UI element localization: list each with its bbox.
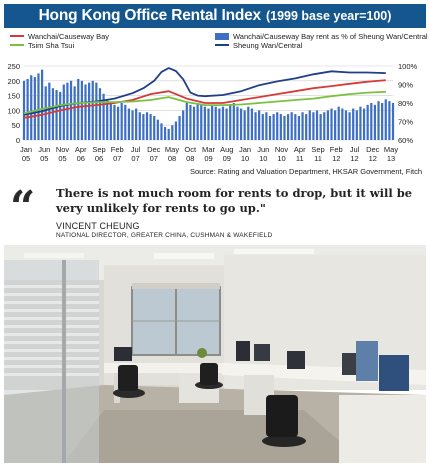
ratio-bar bbox=[157, 120, 159, 140]
ratio-bar bbox=[131, 110, 133, 140]
ratio-bar bbox=[225, 109, 227, 140]
legend-label: Wanchai/Causeway Bay bbox=[28, 32, 110, 41]
ratio-bar bbox=[265, 112, 267, 140]
ratio-bar bbox=[30, 75, 32, 140]
ratio-bar bbox=[251, 109, 253, 140]
chart-source: Source: Rating and Valuation Department, HKSAR Government, Fitch bbox=[189, 167, 422, 176]
ratio-bar bbox=[392, 103, 394, 140]
x-tick-month: Jan bbox=[238, 145, 252, 154]
x-tick-year: 05 bbox=[21, 154, 31, 163]
x-tick-year: 13 bbox=[386, 154, 396, 163]
ratio-bar bbox=[280, 114, 282, 140]
legend-label: Tsim Sha Tsui bbox=[28, 41, 75, 50]
x-tick-month: Apr bbox=[74, 145, 87, 154]
x-tick-month: Jul bbox=[130, 145, 141, 154]
x-tick-month: Feb bbox=[110, 145, 124, 154]
ratio-bar bbox=[81, 81, 83, 140]
x-tick-month: Jul bbox=[349, 145, 360, 154]
y-right-tick-label: 100% bbox=[398, 62, 418, 71]
x-tick-year: 11 bbox=[295, 154, 304, 163]
x-tick-year: 10 bbox=[240, 154, 250, 163]
ratio-bar bbox=[146, 112, 148, 140]
ratio-bar bbox=[37, 73, 39, 140]
ratio-bar bbox=[66, 83, 68, 140]
ratio-bar bbox=[124, 105, 126, 140]
x-tick-month: Sep bbox=[92, 145, 106, 154]
ratio-bar bbox=[323, 112, 325, 140]
ratio-bar bbox=[178, 116, 180, 140]
ratio-bar bbox=[370, 103, 372, 140]
ratio-bar bbox=[348, 112, 350, 140]
office-rental-chart bbox=[0, 30, 430, 168]
ratio-bar bbox=[381, 103, 383, 140]
ratio-bar bbox=[175, 122, 177, 141]
ratio-bar bbox=[388, 101, 390, 140]
ratio-bar bbox=[240, 109, 242, 140]
ratio-bar bbox=[222, 107, 224, 140]
ratio-bar bbox=[74, 86, 76, 140]
y-right-tick-label: 70% bbox=[398, 117, 414, 127]
ratio-bar bbox=[359, 107, 361, 140]
ratio-bar bbox=[262, 114, 264, 140]
x-tick-month: Dec bbox=[366, 145, 380, 154]
x-tick-month: Nov bbox=[274, 145, 289, 154]
office-interior-image bbox=[4, 245, 426, 463]
ratio-bar bbox=[276, 112, 278, 140]
y-left-tick-label: 200 bbox=[7, 76, 20, 86]
ratio-bar bbox=[273, 114, 275, 140]
ratio-bar bbox=[218, 109, 220, 140]
ratio-bar bbox=[164, 127, 166, 140]
x-tick-year: 06 bbox=[76, 154, 85, 163]
ratio-bar bbox=[374, 105, 376, 140]
ratio-bar bbox=[345, 110, 347, 140]
ratio-bar bbox=[142, 114, 144, 140]
ratio-bar bbox=[160, 123, 162, 140]
x-tick-year: 07 bbox=[131, 154, 140, 163]
ratio-bar bbox=[301, 112, 303, 140]
ratio-bar bbox=[352, 109, 354, 140]
ratio-bar bbox=[287, 114, 289, 140]
x-tick-month: Feb bbox=[329, 145, 343, 154]
quote-text: There is not much room for rents to drop, but it will be very unlikely for rents to go up." bbox=[56, 186, 413, 215]
ratio-bar bbox=[135, 109, 137, 140]
ratio-bar bbox=[117, 107, 119, 140]
x-tick-month: Jun bbox=[38, 145, 51, 154]
office-photo bbox=[4, 245, 426, 463]
ratio-bar bbox=[341, 109, 343, 140]
x-tick-year: 06 bbox=[94, 154, 104, 163]
x-tick-month: Oct bbox=[184, 145, 197, 154]
x-tick-month: Dec bbox=[147, 145, 161, 154]
ratio-bar bbox=[48, 83, 50, 140]
ratio-bar bbox=[52, 88, 54, 140]
ratio-bar bbox=[88, 83, 90, 140]
ratio-bar bbox=[330, 109, 332, 140]
ratio-bar bbox=[327, 110, 329, 140]
ratio-bar bbox=[197, 103, 199, 140]
x-tick-year: 08 bbox=[186, 154, 195, 163]
x-tick-year: 05 bbox=[58, 154, 67, 163]
ratio-bar bbox=[41, 70, 43, 140]
x-tick-year: 11 bbox=[314, 154, 322, 163]
ratio-bar bbox=[244, 110, 246, 140]
ratio-bar bbox=[193, 107, 195, 140]
x-tick-year: 09 bbox=[204, 154, 213, 163]
ratio-bar bbox=[182, 110, 184, 140]
x-tick-year: 08 bbox=[167, 154, 177, 163]
x-tick-month: Apr bbox=[293, 145, 306, 154]
ratio-bar bbox=[59, 92, 61, 140]
ratio-bar bbox=[128, 109, 130, 140]
legend-label: Wanchai/Causeway Bay rent as % of Sheung Wan/Central bbox=[233, 32, 428, 41]
ratio-bar bbox=[294, 114, 296, 140]
ratio-bar bbox=[92, 81, 94, 140]
x-tick-month: Jan bbox=[19, 145, 33, 154]
ratio-bar bbox=[70, 81, 72, 140]
ratio-bar bbox=[34, 77, 36, 140]
legend-swatch bbox=[215, 33, 229, 40]
x-tick-year: 12 bbox=[350, 154, 359, 163]
y-right-tick-label: 90% bbox=[398, 80, 414, 90]
ratio-bar bbox=[204, 107, 206, 140]
ratio-bar bbox=[200, 105, 202, 140]
ratio-bar bbox=[189, 105, 191, 140]
x-tick-year: 05 bbox=[40, 154, 49, 163]
ratio-bar bbox=[233, 103, 235, 140]
y-left-tick-label: 150 bbox=[7, 91, 20, 101]
ratio-bar bbox=[168, 129, 170, 140]
ratio-bar bbox=[269, 116, 271, 140]
ratio-bar bbox=[291, 112, 293, 140]
ratio-bar bbox=[27, 79, 29, 140]
x-tick-month: May bbox=[164, 145, 180, 154]
ratio-bar bbox=[153, 116, 155, 140]
ratio-bar bbox=[23, 81, 25, 140]
ratio-bar bbox=[106, 99, 108, 140]
ratio-bar bbox=[150, 114, 152, 140]
ratio-bar bbox=[377, 101, 379, 140]
y-left-tick-label: 250 bbox=[7, 62, 20, 71]
ratio-bar bbox=[338, 107, 340, 140]
y-left-tick-label: 0 bbox=[15, 136, 20, 145]
ratio-bar bbox=[334, 110, 336, 140]
ratio-bar bbox=[186, 103, 188, 140]
y-right-tick-label: 60% bbox=[398, 136, 414, 145]
ratio-bar bbox=[113, 105, 115, 140]
x-tick-month: Aug bbox=[220, 145, 234, 154]
ratio-bar bbox=[312, 112, 314, 140]
quote-mark: “ bbox=[10, 182, 36, 233]
x-tick-month: Sep bbox=[311, 145, 325, 154]
chart-title: Hong Kong Office Rental Index bbox=[38, 7, 261, 24]
x-tick-year: 10 bbox=[259, 154, 268, 163]
ratio-bar bbox=[84, 85, 86, 141]
quote-speaker-title: NATIONAL DIRECTOR, GREATER CHINA, CUSHMAN & WAKEFIELD bbox=[56, 232, 273, 239]
ratio-bar bbox=[309, 110, 311, 140]
ratio-bar bbox=[316, 110, 318, 140]
ratio-bar bbox=[320, 114, 322, 140]
x-tick-month: Mar bbox=[202, 145, 215, 154]
ratio-bar bbox=[258, 110, 260, 140]
quote-speaker: VINCENT CHEUNG bbox=[56, 221, 140, 231]
ratio-bar bbox=[385, 99, 387, 140]
ratio-bar bbox=[110, 103, 112, 140]
chart-subtitle: (1999 base year=100) bbox=[265, 9, 392, 23]
ratio-bar bbox=[77, 79, 79, 140]
x-tick-year: 07 bbox=[149, 154, 158, 163]
x-tick-year: 10 bbox=[277, 154, 286, 163]
ratio-bar bbox=[207, 109, 209, 140]
ratio-bar bbox=[236, 107, 238, 140]
ratio-bar bbox=[99, 88, 101, 140]
ratio-bar bbox=[121, 103, 123, 140]
ratio-bar bbox=[283, 116, 285, 140]
x-tick-year: 12 bbox=[332, 154, 341, 163]
ratio-bar bbox=[171, 125, 173, 140]
ratio-bar bbox=[305, 114, 307, 140]
x-tick-month: May bbox=[383, 145, 399, 154]
x-tick-month: Nov bbox=[55, 145, 70, 154]
ratio-bar bbox=[247, 107, 249, 140]
ratio-bar bbox=[63, 85, 65, 141]
ratio-bar bbox=[55, 90, 57, 140]
ratio-bar bbox=[298, 116, 300, 140]
ratio-bar bbox=[229, 105, 231, 140]
ratio-bar bbox=[95, 83, 97, 140]
y-left-tick-label: 50 bbox=[11, 121, 20, 131]
x-tick-month: Jun bbox=[257, 145, 270, 154]
y-left-tick-label: 100 bbox=[7, 106, 20, 116]
chart-title-bar bbox=[4, 4, 426, 28]
ratio-bar bbox=[367, 105, 369, 140]
legend-label: Sheung Wan/Central bbox=[233, 41, 303, 50]
ratio-bar bbox=[254, 112, 256, 140]
ratio-bar bbox=[211, 105, 213, 140]
y-right-tick-label: 80% bbox=[398, 99, 414, 108]
ratio-bar bbox=[356, 110, 358, 140]
ratio-bar bbox=[363, 109, 365, 140]
ratio-bar bbox=[139, 112, 141, 140]
x-tick-year: 07 bbox=[113, 154, 122, 163]
ratio-bar bbox=[215, 107, 217, 140]
x-tick-year: 09 bbox=[222, 154, 231, 163]
x-tick-year: 12 bbox=[368, 154, 377, 163]
